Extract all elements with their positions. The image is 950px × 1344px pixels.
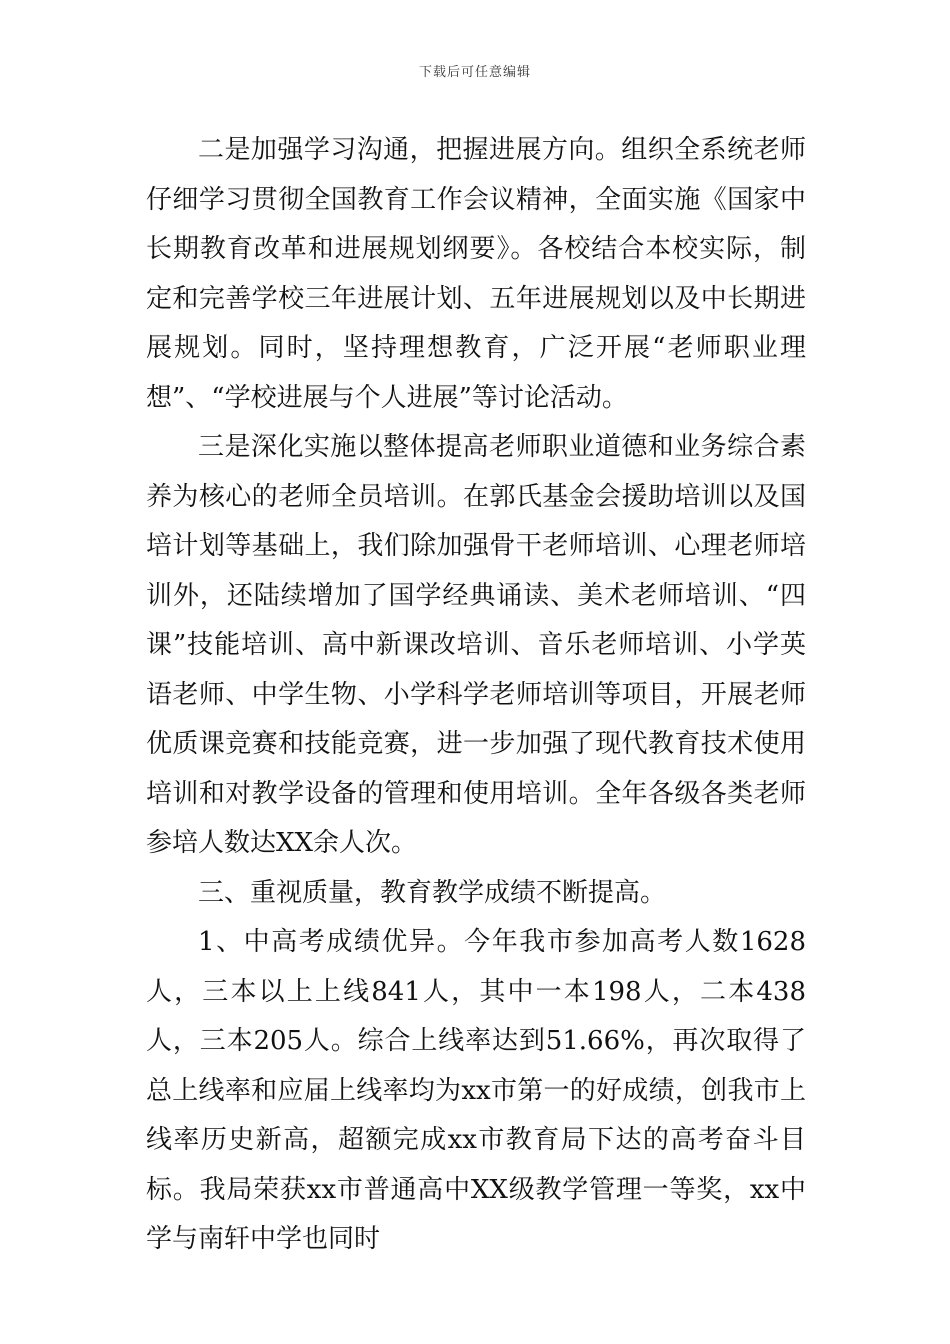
- paragraph-learning-communication: 二是加强学习沟通，把握进展方向。组织全系统老师仔细学习贯彻全国教育工作会议精神，全面实施《国家中长期教育改革和进展规划纲要》。各校结合本校实际，制定和完善学校三年进展计划、五年进展规划以及中长期进展规划。同时，坚持理想教育，广泛开展“老师职业理想”、“学校进展与个人进展”等讨论活动。: [146, 135, 806, 413]
- document-body: [146, 126, 806, 1265]
- paragraph-exam-results: 1、中高考成绩优异。今年我市参加高考人数1628人，三本以上上线841人，其中一本198人，二本438人，三本205人。综合上线率达到51.66%，再次取得了总上线率和应届上线率均为xx市第一的好成绩，创我市上线率历史新高，超额完成xx市教育局下达的高考奋斗目标。我局荣获xx市普通高中XX级教学管理一等奖，xx中学与南轩中学也同时: [146, 927, 806, 1254]
- header-note: 下载后可任意编辑: [418, 65, 531, 80]
- paragraph-teacher-training: 三是深化实施以整体提高老师职业道德和业务综合素养为核心的老师全员培训。在郭氏基金会援助培训以及国培计划等基础上，我们除加强骨干老师培训、心理老师培训外，还陆续增加了国学经典诵读、美术老师培训、“四课”技能培训、高中新课改培训、音乐老师培训、小学英语老师、中学生物、小学科学老师培训等项目，开展老师优质课竞赛和技能竞赛，进一步加强了现代教育技术使用培训和对教学设备的管理和使用培训。全年各级各类老师参培人数达XX余人次。: [146, 432, 806, 858]
- section-heading-quality: 三、重视质量，教育教学成绩不断提高。: [198, 877, 667, 908]
